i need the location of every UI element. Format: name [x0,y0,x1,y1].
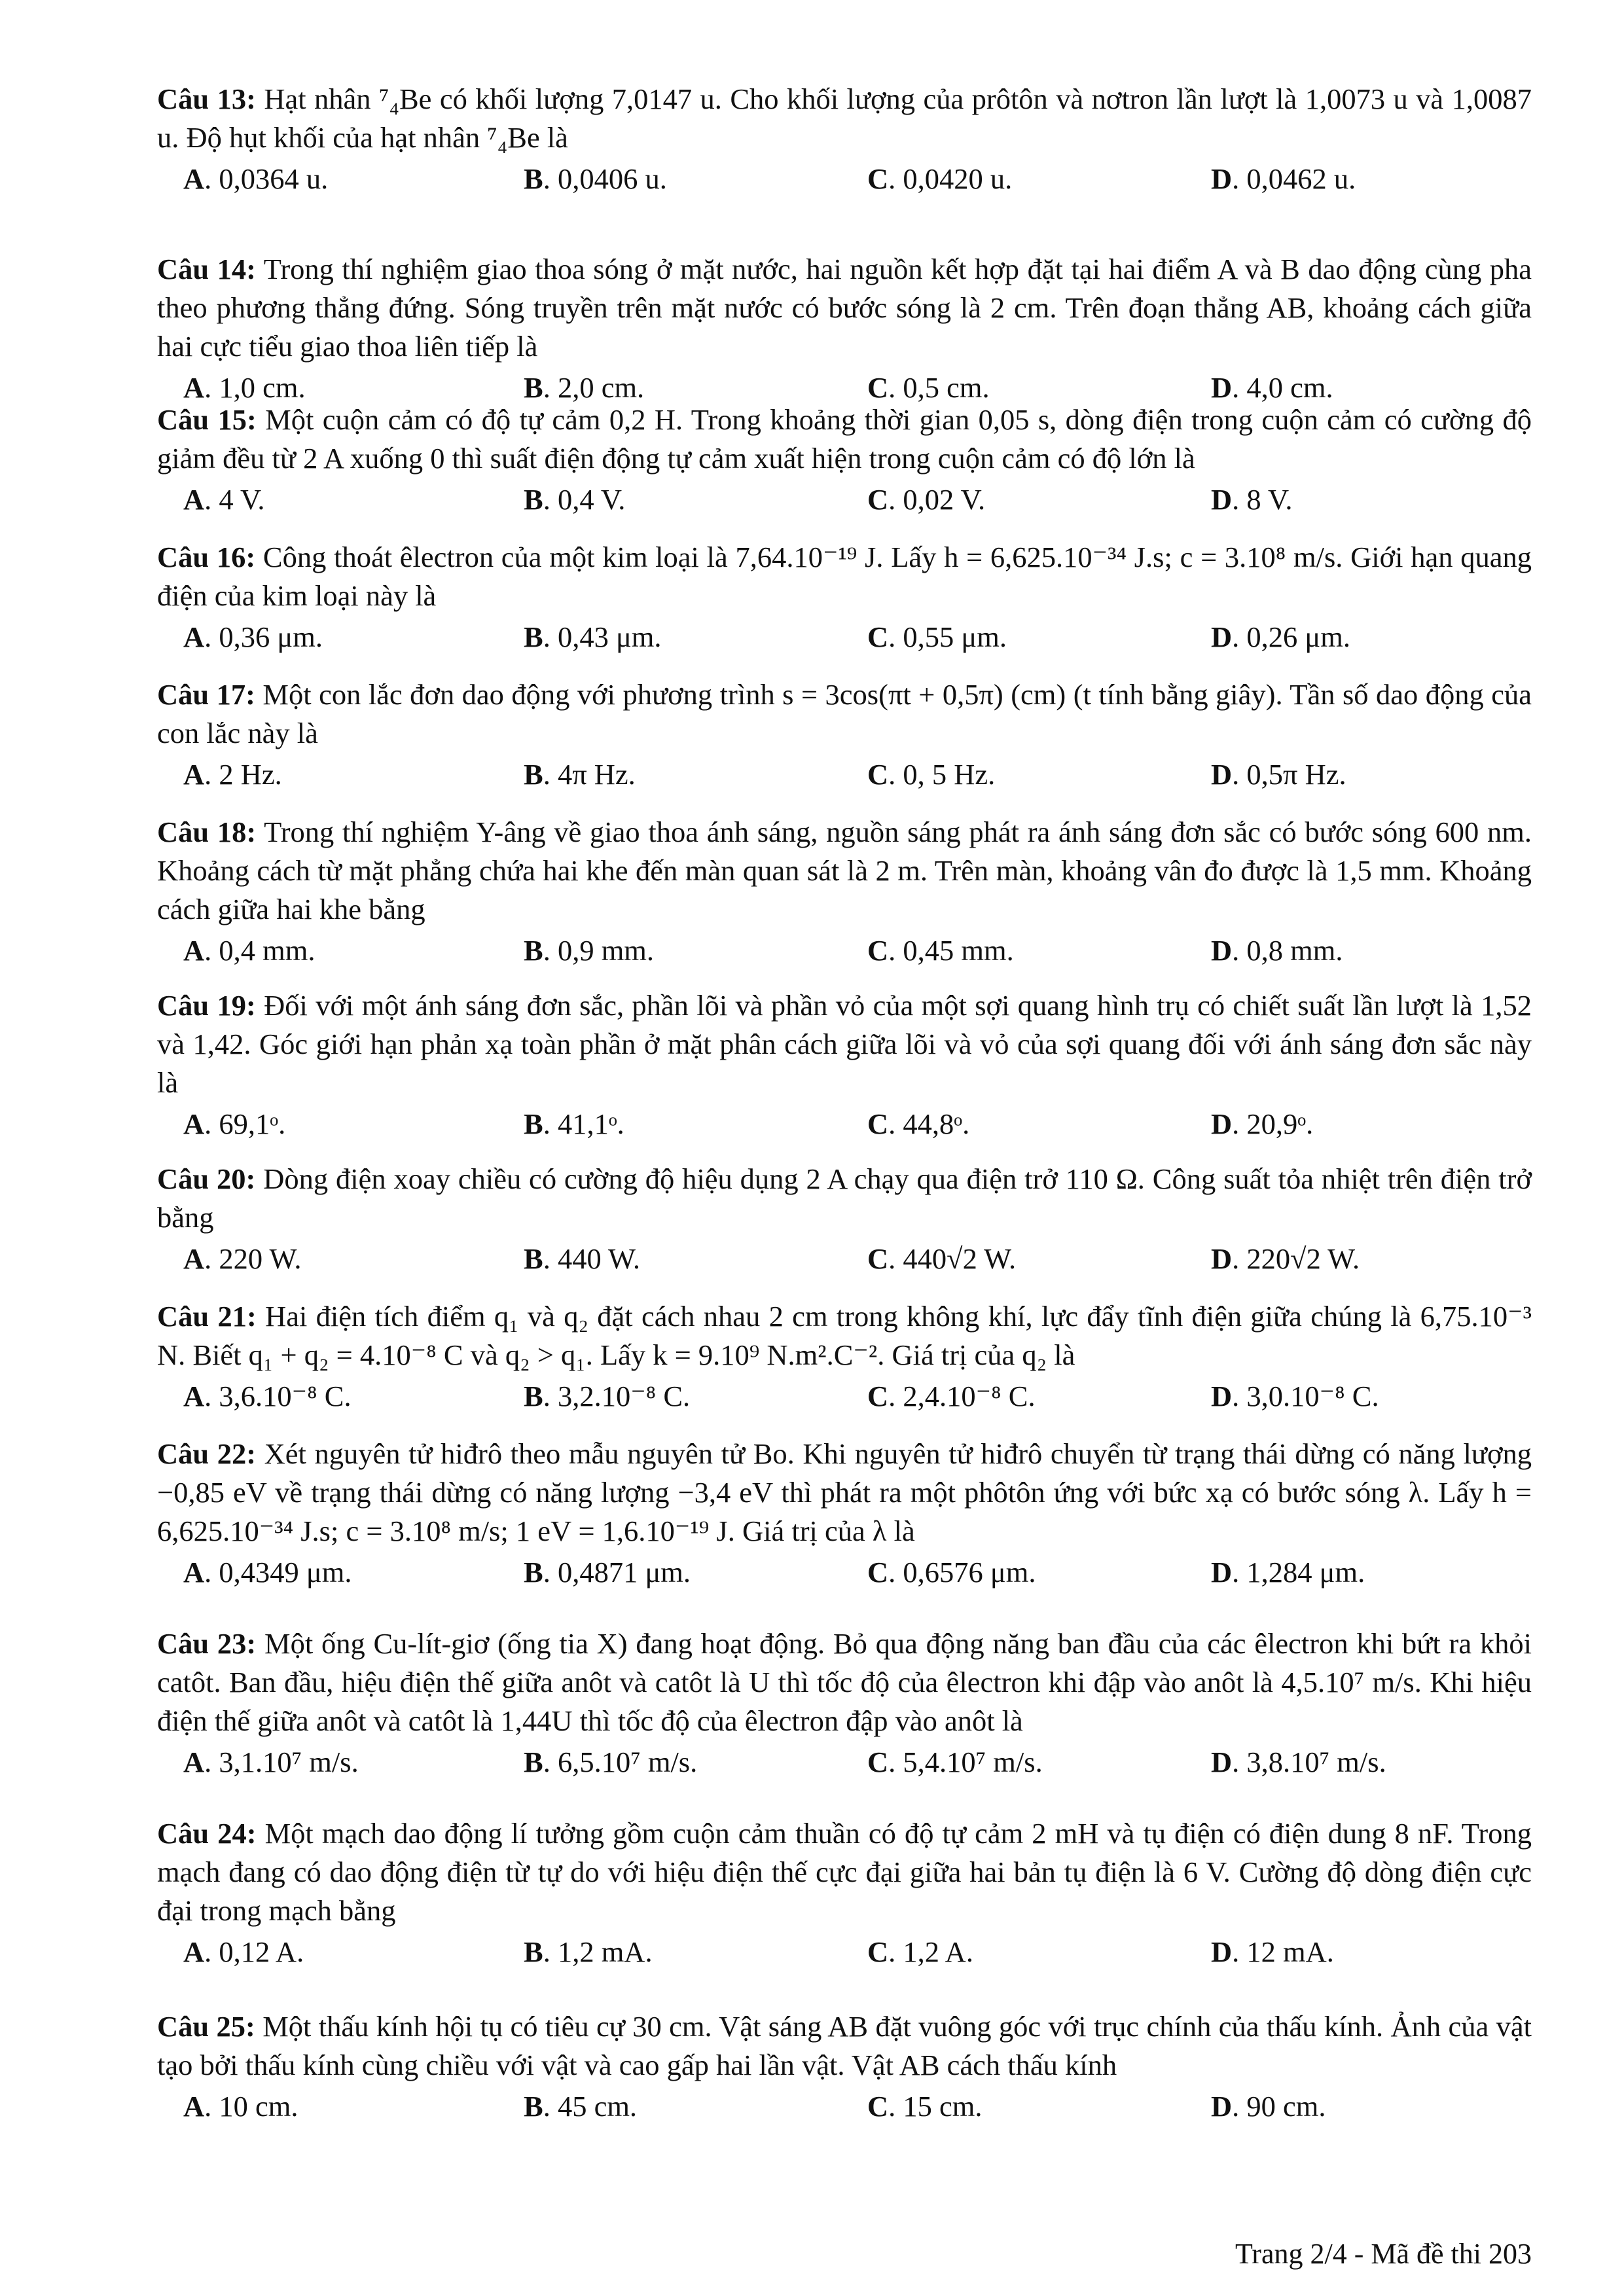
option-value: 0,5π Hz. [1246,758,1346,791]
option-c[interactable]: C. 44,8ᵒ. [867,1107,970,1140]
option-value: 0,8 mm. [1246,934,1343,967]
option-letter: D [1211,1556,1233,1588]
option-value: 1,2 mA. [557,1935,653,1968]
option-b[interactable]: B. 440 W. [524,1242,641,1275]
question-stem [157,1435,1532,1551]
option-c[interactable]: C. 0,55 μm. [867,620,1007,653]
option-letter: C [867,934,889,967]
option-value: 0,55 μm. [903,620,1007,653]
option-b[interactable]: B. 0,4 V. [524,483,626,516]
option-b[interactable]: B. 45 cm. [524,2090,638,2123]
option-value: 0,4 V. [557,483,626,516]
option-letter: B [524,1556,543,1588]
answer-options [157,1933,1532,1971]
option-letter: A [183,483,205,516]
option-b[interactable]: B. 4π Hz. [524,758,636,791]
answer-options [157,1240,1532,1278]
answer-options [157,931,1532,969]
option-letter: B [524,2090,543,2123]
answer-options [157,1105,1532,1143]
option-b[interactable]: B. 1,2 mA. [524,1935,653,1968]
option-d[interactable]: D. 90 cm. [1211,2090,1326,2123]
question-23 [157,1624,1532,1781]
option-letter: D [1211,1746,1233,1778]
option-value: 0,43 μm. [557,620,662,653]
question-label: Câu 13: [157,82,256,115]
question-22 [157,1435,1532,1591]
option-a[interactable]: A. 3,6.10⁻⁸ C. [183,1380,352,1412]
option-value: 440√2 W. [903,1242,1017,1275]
option-value: 5,4.10⁷ m/s. [903,1746,1043,1778]
option-letter: D [1211,162,1233,195]
option-d[interactable]: D. 1,284 μm. [1211,1556,1365,1588]
option-letter: B [524,1242,543,1275]
answer-options [157,160,1532,198]
option-value: 0,02 V. [903,483,986,516]
question-24 [157,1814,1532,1971]
option-letter: D [1211,371,1233,404]
question-label: Câu 20: [157,1162,256,1195]
option-letter: C [867,483,889,516]
option-value: 0,0406 u. [557,162,667,195]
option-d[interactable]: D. 8 V. [1211,483,1293,516]
question-label: Câu 18: [157,816,257,848]
answer-options [157,618,1532,656]
option-letter: B [524,1746,543,1778]
option-letter: C [867,1107,889,1140]
option-letter: A [183,162,205,195]
question-text: Trong thí nghiệm Y-âng về giao thoa ánh sáng, nguồn sáng phát ra ánh sáng đơn sắc có bước sóng 600 nm. Khoảng cách từ mặt phẳng chứa hai khe đến màn quan sát là 2 m. Trên màn, khoảng vân đo được là 1,5 mm. Khoảng cách giữa hai khe bằng [157,816,1532,925]
option-letter: D [1211,1935,1233,1968]
option-value: 44,8ᵒ. [903,1107,970,1140]
option-a[interactable]: A. 0,0364 u. [183,162,329,195]
question-label: Câu 17: [157,678,255,711]
question-text: Trong thí nghiệm giao thoa sóng ở mặt nước, hai nguồn kết hợp đặt tại hai điểm A và B dao động cùng pha theo phương thẳng đứng. Sóng truyền trên mặt nước có bước sóng là 2 cm. Trên đoạn thẳng AB, khoảng cách giữa hai cực tiểu giao thoa liên tiếp là [157,253,1532,363]
option-value: 2,0 cm. [557,371,645,404]
option-value: 0, 5 Hz. [903,758,996,791]
option-c[interactable]: C. 15 cm. [867,2090,983,2123]
question-stem [157,986,1532,1102]
option-value: 220√2 W. [1246,1242,1360,1275]
option-d[interactable]: D. 0,8 mm. [1211,934,1343,967]
option-b[interactable]: B. 0,43 μm. [524,620,662,653]
option-c[interactable]: C. 0,5 cm. [867,371,990,404]
question-stem [157,401,1532,478]
option-value: 8 V. [1246,483,1293,516]
option-letter: B [524,934,543,967]
option-b[interactable]: B. 6,5.10⁷ m/s. [524,1746,698,1778]
option-letter: D [1211,1242,1233,1275]
question-label: Câu 15: [157,403,257,436]
option-letter: A [183,1556,205,1588]
option-value: 3,8.10⁷ m/s. [1246,1746,1386,1778]
option-letter: A [183,1242,205,1275]
option-value: 440 W. [557,1242,641,1275]
option-letter: D [1211,758,1233,791]
option-value: 3,2.10⁻⁸ C. [557,1380,691,1412]
option-c[interactable]: C. 2,4.10⁻⁸ C. [867,1380,1036,1412]
option-value: 0,26 μm. [1246,620,1350,653]
option-d[interactable]: D. 0,26 μm. [1211,620,1350,653]
question-text: Hai điện tích điểm q₁ và q₂ đặt cách nhau 2 cm trong không khí, lực đẩy tĩnh điện giữa chúng là 6,75.10⁻³ N. Biết q₁ + q₂ = 4.10⁻⁸ C và q₂ > q₁. Lấy k = 9.10⁹ N.m².C⁻². Giá trị của q₂ là [157,1300,1532,1371]
option-b[interactable]: B. 0,9 mm. [524,934,655,967]
question-stem [157,675,1532,753]
option-letter: B [524,371,543,404]
question-text: Một cuộn cảm có độ tự cảm 0,2 H. Trong khoảng thời gian 0,05 s, dòng điện trong cuộn cảm có cường độ giảm đều từ 2 A xuống 0 thì suất điện động tự cảm xuất hiện trong cuộn cảm có độ lớn là [157,403,1532,475]
option-letter: D [1211,483,1233,516]
option-value: 90 cm. [1246,2090,1326,2123]
option-letter: A [183,2090,205,2123]
option-letter: D [1211,2090,1233,2123]
option-value: 45 cm. [557,2090,638,2123]
option-c[interactable]: C. 1,2 A. [867,1935,973,1968]
option-b[interactable]: B. 41,1ᵒ. [524,1107,624,1140]
option-d[interactable]: D. 12 mA. [1211,1935,1334,1968]
question-15 [157,401,1532,518]
option-value: 41,1ᵒ. [557,1107,624,1140]
option-value: 0,45 mm. [903,934,1014,967]
option-letter: C [867,1556,889,1588]
question-label: Câu 25: [157,2010,255,2043]
question-stem [157,2007,1532,2085]
option-value: 2,4.10⁻⁸ C. [903,1380,1036,1412]
question-text: Một thấu kính hội tụ có tiêu cự 30 cm. Vật sáng AB đặt vuông góc với trục chính của thấu kính. Ảnh của vật tạo bởi thấu kính cùng chiều với vật và cao gấp hai lần vật. Vật AB cách thấu kính [157,2010,1532,2081]
option-letter: B [524,162,543,195]
option-c[interactable]: C. 440√2 W. [867,1242,1017,1275]
option-d[interactable]: D. 3,0.10⁻⁸ C. [1211,1380,1379,1412]
question-17 [157,675,1532,793]
option-letter: C [867,2090,889,2123]
question-25 [157,2007,1532,2125]
question-stem [157,1160,1532,1237]
question-stem [157,813,1532,929]
option-value: 2 Hz. [219,758,282,791]
question-label: Câu 19: [157,989,256,1022]
option-a[interactable]: A. 0,36 μm. [183,620,323,653]
option-d[interactable]: D. 0,5π Hz. [1211,758,1346,791]
option-value: 3,1.10⁷ m/s. [219,1746,359,1778]
question-stem [157,1297,1532,1374]
option-letter: A [183,1935,205,1968]
option-letter: B [524,758,543,791]
option-letter: A [183,371,205,404]
option-letter: C [867,1242,889,1275]
option-b[interactable]: B. 2,0 cm. [524,371,645,404]
question-20 [157,1160,1532,1278]
option-letter: A [183,934,205,967]
option-c[interactable]: C. 0, 5 Hz. [867,758,996,791]
option-letter: D [1211,934,1233,967]
answer-options [157,2087,1532,2125]
question-label: Câu 23: [157,1627,257,1660]
option-letter: D [1211,1107,1233,1140]
option-value: 4π Hz. [557,758,636,791]
option-letter: B [524,1380,543,1412]
option-d[interactable]: D. 3,8.10⁷ m/s. [1211,1746,1386,1778]
question-19 [157,986,1532,1143]
option-d[interactable]: D. 4,0 cm. [1211,371,1333,404]
option-b[interactable]: B. 0,4871 μm. [524,1556,691,1588]
option-a[interactable]: A. 0,4349 μm. [183,1556,352,1588]
option-a[interactable]: A. 2 Hz. [183,758,282,791]
answer-options [157,755,1532,793]
option-value: 0,4871 μm. [557,1556,691,1588]
option-letter: A [183,620,205,653]
option-value: 0,0462 u. [1246,162,1356,195]
question-stem [157,1814,1532,1930]
question-text: Một mạch dao động lí tưởng gồm cuộn cảm thuần có độ tự cảm 2 mH và tụ điện có điện dung 8 nF. Trong mạch đang có dao động điện từ tự do với hiệu điện thế cực đại giữa hai bản tụ điện là 6 V. Cường độ dòng điện cực đại trong mạch bằng [157,1817,1532,1927]
option-a[interactable]: A. 1,0 cm. [183,371,306,404]
option-letter: D [1211,1380,1233,1412]
answer-options [157,1743,1532,1781]
question-stem [157,250,1532,366]
question-stem [157,80,1532,157]
answer-options [157,1377,1532,1415]
option-letter: C [867,1380,889,1412]
option-value: 0,6576 μm. [903,1556,1036,1588]
option-a[interactable]: A. 220 W. [183,1242,302,1275]
option-letter: A [183,1746,205,1778]
option-value: 4 V. [219,483,265,516]
option-value: 0,5 cm. [903,371,990,404]
option-d[interactable]: D. 0,0462 u. [1211,162,1356,195]
question-18 [157,813,1532,969]
answer-options [157,480,1532,518]
option-a[interactable]: A. 0,4 mm. [183,934,316,967]
option-letter: C [867,620,889,653]
option-value: 0,4 mm. [219,934,316,967]
option-value: 69,1ᵒ. [219,1107,286,1140]
option-a[interactable]: A. 69,1ᵒ. [183,1107,286,1140]
option-value: 0,0364 u. [219,162,329,195]
option-letter: A [183,758,205,791]
option-letter: B [524,1107,543,1140]
question-label: Câu 22: [157,1437,257,1470]
option-value: 0,4349 μm. [219,1556,352,1588]
option-b[interactable]: B. 0,0406 u. [524,162,667,195]
question-21 [157,1297,1532,1415]
option-value: 4,0 cm. [1246,371,1333,404]
option-value: 12 mA. [1246,1935,1334,1968]
option-value: 3,6.10⁻⁸ C. [219,1380,352,1412]
question-text: Xét nguyên tử hiđrô theo mẫu nguyên tử Bo. Khi nguyên tử hiđrô chuyển từ trạng thái dừng có năng lượng −0,85 eV về trạng thái dừng có năng lượng −3,4 eV thì phát ra một phôtôn ứng với bức xạ có bước sóng λ. Lấy h = 6,625.10⁻³⁴ J.s; c = 3.10⁸ m/s; 1 eV = 1,6.10⁻¹⁹ J. Giá trị của λ là [157,1437,1532,1547]
option-letter: A [183,1380,205,1412]
option-value: 0,0420 u. [903,162,1013,195]
option-value: 1,2 A. [903,1935,973,1968]
question-stem [157,538,1532,615]
option-letter: C [867,1746,889,1778]
option-value: 1,284 μm. [1246,1556,1365,1588]
option-letter: D [1211,620,1233,653]
question-text: Một ống Cu-lít-giơ (ống tia X) đang hoạt động. Bỏ qua động năng ban đầu của các êlectron khi bứt ra khỏi catôt. Ban đầu, hiệu điện thế giữa anôt và catôt là U thì tốc độ của êlectron khi đập vào anôt là 4,5.10⁷ m/s. Khi hiệu điện thế giữa anôt và catôt là 1,44U thì tốc độ của êlectron đập vào anôt là [157,1627,1532,1737]
question-13 [157,80,1532,198]
option-a[interactable]: A. 4 V. [183,483,265,516]
option-letter: C [867,1935,889,1968]
question-16 [157,538,1532,656]
question-text: Công thoát êlectron của một kim loại là 7,64.10⁻¹⁹ J. Lấy h = 6,625.10⁻³⁴ J.s; c = 3.10⁸ m/s. Giới hạn quang điện của kim loại này là [157,541,1532,612]
question-label: Câu 24: [157,1817,257,1850]
question-text: Dòng điện xoay chiều có cường độ hiệu dụng 2 A chạy qua điện trở 110 Ω. Công suất tỏa nhiệt trên điện trở bằng [157,1162,1532,1234]
option-letter: C [867,371,889,404]
option-value: 220 W. [219,1242,302,1275]
option-value: 0,9 mm. [557,934,655,967]
option-value: 0,12 A. [219,1935,304,1968]
question-14 [157,250,1532,406]
question-text: Hạt nhân ⁷₄Be có khối lượng 7,0147 u. Cho khối lượng của prôtôn và nơtron lần lượt là 1,0073 u và 1,0087 u. Độ hụt khối của hạt nhân ⁷₄Be là [157,82,1532,154]
option-a[interactable]: A. 3,1.10⁷ m/s. [183,1746,359,1778]
option-letter: B [524,620,543,653]
option-c[interactable]: C. 0,02 V. [867,483,986,516]
question-stem [157,1624,1532,1740]
question-label: Câu 14: [157,253,256,285]
page-footer: Trang 2/4 - Mã đề thi 203 [1235,2238,1532,2270]
option-value: 3,0.10⁻⁸ C. [1246,1380,1379,1412]
option-value: 10 cm. [219,2090,298,2123]
option-value: 20,9ᵒ. [1246,1107,1314,1140]
option-letter: B [524,483,543,516]
option-c[interactable]: C. 5,4.10⁷ m/s. [867,1746,1043,1778]
question-label: Câu 16: [157,541,256,573]
option-a[interactable]: A. 10 cm. [183,2090,298,2123]
option-b[interactable]: B. 3,2.10⁻⁸ C. [524,1380,691,1412]
option-letter: C [867,758,889,791]
option-c[interactable]: C. 0,45 mm. [867,934,1014,967]
option-letter: C [867,162,889,195]
option-value: 1,0 cm. [219,371,306,404]
option-letter: A [183,1107,205,1140]
option-c[interactable]: C. 0,0420 u. [867,162,1013,195]
option-value: 15 cm. [903,2090,983,2123]
question-label: Câu 21: [157,1300,257,1333]
option-d[interactable]: D. 20,9ᵒ. [1211,1107,1314,1140]
question-text: Đối với một ánh sáng đơn sắc, phần lõi và phần vỏ của một sợi quang hình trụ có chiết suất lần lượt là 1,52 và 1,42. Góc giới hạn phản xạ toàn phần ở mặt phân cách giữa lõi và vỏ của sợi quang đối với ánh sáng đơn sắc này là [157,989,1532,1099]
option-c[interactable]: C. 0,6576 μm. [867,1556,1036,1588]
option-value: 6,5.10⁷ m/s. [557,1746,698,1778]
option-a[interactable]: A. 0,12 A. [183,1935,304,1968]
option-value: 0,36 μm. [219,620,323,653]
option-d[interactable]: D. 220√2 W. [1211,1242,1360,1275]
question-text: Một con lắc đơn dao động với phương trình s = 3cos(πt + 0,5π) (cm) (t tính bằng giây). Tần số dao động của con lắc này là [157,678,1532,749]
answer-options [157,1553,1532,1591]
option-letter: B [524,1935,543,1968]
